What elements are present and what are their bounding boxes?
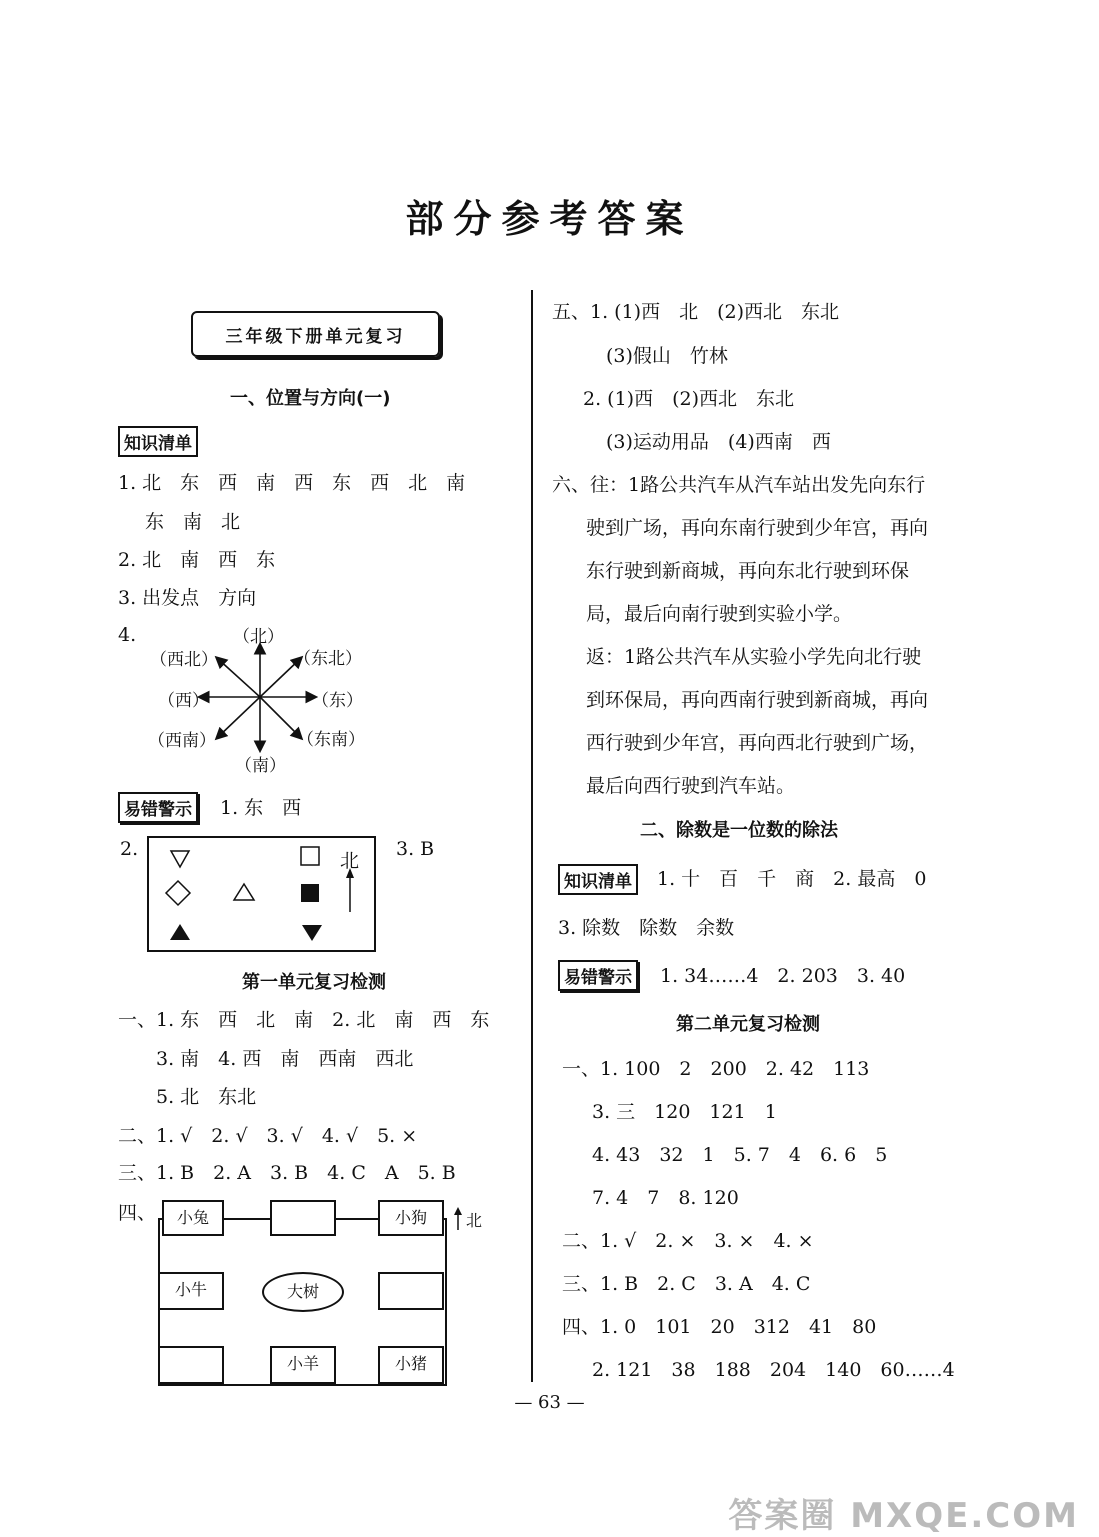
- error-warning-tag: 易错警示: [558, 960, 638, 991]
- answer-line: 4. 43 32 1 5. 7 4 6. 6 5: [592, 1144, 888, 1166]
- answer-line: 7. 4 7 8. 120: [592, 1187, 739, 1209]
- answer-line: 三、1. B 2. A 3. B 4. C A 5. B: [118, 1162, 456, 1184]
- answer-line: 局，最后向南行驶到实验小学。: [586, 603, 853, 625]
- triangle-up-outline-icon: [234, 884, 254, 900]
- column-divider: [531, 290, 533, 1382]
- answer-line: 3. 除数 除数 余数: [558, 917, 735, 939]
- answer-line: 3. 南 4. 西 南 西南 西北: [156, 1048, 414, 1070]
- triangle-down-filled-icon: [302, 925, 322, 941]
- triangle-up-filled-icon: [170, 924, 190, 940]
- compass-north: （北）: [233, 627, 284, 647]
- unit-banner-label: 三年级下册单元复习: [225, 327, 406, 347]
- answer-line: 4.: [118, 624, 137, 646]
- map-cell-empty: [378, 1272, 444, 1310]
- answer-line: 2. 北 南 西 东: [118, 549, 276, 571]
- answer-line: 返：1路公共汽车从实验小学先向北行驶: [586, 646, 922, 668]
- error-warning-tag: 易错警示: [118, 792, 198, 823]
- answer-line: 1. 东 西: [220, 797, 302, 819]
- section-heading-position: 一、位置与方向(一): [230, 388, 391, 409]
- map-cell-pig: 小猪: [378, 1346, 444, 1384]
- compass-west: （西）: [158, 691, 209, 711]
- answer-line: (3)假山 竹林: [606, 345, 728, 367]
- answer-line: 3. 三 120 121 1: [592, 1101, 777, 1123]
- answer-line: 西行驶到少年宫，再向西北行驶到广场，: [586, 732, 929, 754]
- answer-line: 到环保局，再向西南行驶到新商城，再向: [586, 689, 929, 711]
- north-label: 北: [340, 850, 360, 872]
- page-title: 部分参考答案: [405, 197, 694, 241]
- compass-south: （南）: [235, 756, 286, 776]
- section-heading-unit1: 第一单元复习检测: [242, 972, 386, 993]
- section-heading-unit2: 第二单元复习检测: [676, 1014, 820, 1035]
- answer-line: 三、1. B 2. C 3. A 4. C: [562, 1273, 811, 1295]
- map-cell-sheep: 小羊: [270, 1346, 336, 1384]
- answer-line: 1. 十 百 千 商 2. 最高 0: [657, 868, 927, 890]
- answer-line: 2.: [120, 838, 139, 860]
- answer-line: (3)运动用品 (4)西南 西: [606, 431, 831, 453]
- answer-line: 四、1. 0 101 20 312 41 80: [562, 1316, 877, 1338]
- compass-east: （东）: [312, 691, 363, 711]
- map-cell-rabbit: 小兔: [162, 1200, 224, 1236]
- answer-line: 一、1. 东 西 北 南 2. 北 南 西 东: [118, 1009, 490, 1031]
- answer-line: 二、1. √ 2. × 3. × 4. ×: [562, 1230, 814, 1252]
- answer-line: 六、往：1路公共汽车从汽车站出发先向东行: [552, 474, 926, 496]
- answer-line: 3. B: [396, 838, 435, 860]
- answer-line: 东行驶到新商城，再向东北行驶到环保: [586, 560, 910, 582]
- map-cell-cow: 小牛: [158, 1272, 224, 1310]
- knowledge-tag: 知识清单: [558, 864, 638, 895]
- answer-line: 驶到广场，再向东南行驶到少年宫，再向: [586, 517, 929, 539]
- compass-southeast: （东南）: [297, 730, 365, 750]
- answer-line: 一、1. 100 2 200 2. 42 113: [562, 1058, 870, 1080]
- knowledge-tag: 知识清单: [118, 426, 198, 457]
- answer-line: 1. 北 东 西 南 西 东 西 北 南: [118, 472, 466, 494]
- square-outline-icon: [301, 847, 319, 865]
- answer-line: 二、1. √ 2. √ 3. √ 4. √ 5. ×: [118, 1125, 418, 1147]
- square-filled-icon: [301, 884, 319, 902]
- page-number: — 63 —: [514, 1392, 585, 1413]
- map-cell-dog: 小狗: [378, 1200, 444, 1236]
- answer-line: 3. 出发点 方向: [118, 587, 257, 609]
- answer-line: 2. (1)西 (2)西北 东北: [583, 388, 794, 410]
- map-cell-empty: [270, 1200, 336, 1236]
- compass-northeast: （东北）: [294, 649, 362, 669]
- answer-line: 五、1. (1)西 北 (2)西北 东北: [552, 301, 839, 323]
- watermark-logo: 答案圈 MXQE.COM: [728, 1496, 1079, 1536]
- answer-line: 最后向西行驶到汽车站。: [586, 775, 796, 797]
- section-heading-division: 二、除数是一位数的除法: [640, 820, 838, 841]
- map-cell-empty: [158, 1346, 224, 1384]
- answer-line: 2. 121 38 188 204 140 60……4: [592, 1359, 955, 1381]
- answer-line: 四、: [118, 1202, 157, 1224]
- north-arrow-icon: [452, 1206, 464, 1232]
- triangle-down-outline-icon: [171, 851, 189, 867]
- unit-banner: [191, 311, 440, 357]
- answer-line: 1. 34……4 2. 203 3. 40: [660, 965, 906, 987]
- answer-line: 东 南 北: [145, 511, 241, 533]
- answer-line: 5. 北 东北: [156, 1086, 257, 1108]
- compass-southwest: （西南）: [148, 731, 216, 751]
- diamond-outline-icon: [166, 881, 190, 905]
- compass-northwest: （西北）: [150, 650, 218, 670]
- map-tree: 大树: [262, 1272, 344, 1312]
- map-north-label: 北: [466, 1211, 483, 1230]
